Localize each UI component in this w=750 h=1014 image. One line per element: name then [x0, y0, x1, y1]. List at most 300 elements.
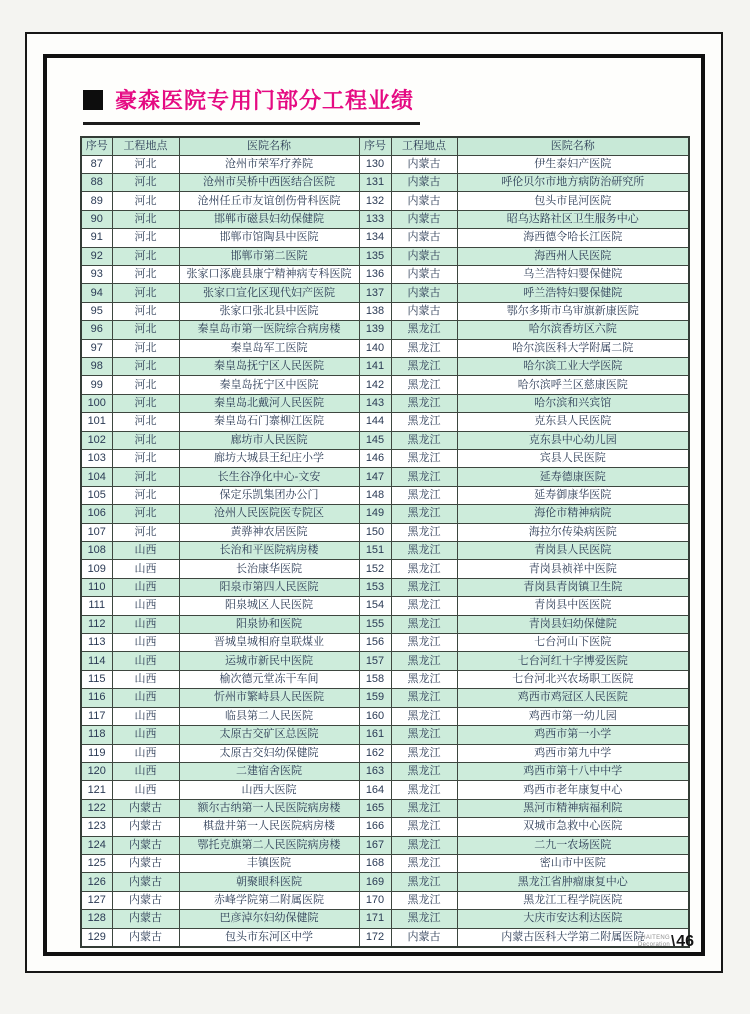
table-cell: 鸡西市第九中学	[457, 744, 689, 762]
table-cell: 山西	[112, 670, 179, 688]
table-cell: 黄骅神农居医院	[179, 523, 359, 541]
table-cell: 呼伦贝尔市地方病防治研究所	[457, 173, 689, 191]
table-cell: 忻州市繁峙县人民医院	[179, 689, 359, 707]
table-cell: 132	[359, 192, 391, 210]
header-location-right: 工程地点	[391, 137, 457, 155]
table-cell: 内蒙古	[391, 247, 457, 265]
table-cell: 秦皇岛北戴河人民医院	[179, 394, 359, 412]
table-cell: 内蒙古	[112, 873, 179, 891]
table-cell: 长治康华医院	[179, 560, 359, 578]
table-cell: 150	[359, 523, 391, 541]
table-cell: 黑龙江	[391, 707, 457, 725]
table-row	[81, 468, 689, 486]
table-cell: 136	[359, 265, 391, 283]
table-cell: 黑龙江	[391, 376, 457, 394]
table-cell: 内蒙古	[391, 302, 457, 320]
table-cell: 昭乌达路社区卫生服务中心	[457, 210, 689, 228]
table-cell: 内蒙古	[112, 891, 179, 909]
table-cell: 邯郸市磁县妇幼保健院	[179, 210, 359, 228]
table-cell: 黑龙江	[391, 854, 457, 872]
table-cell: 长治和平医院病房楼	[179, 542, 359, 560]
table-cell: 内蒙古	[112, 836, 179, 854]
table-cell: 青岗县人民医院	[457, 542, 689, 560]
table-cell: 黑河市精神病福利院	[457, 799, 689, 817]
table-row	[81, 689, 689, 707]
table-cell: 黑龙江	[391, 597, 457, 615]
table-cell: 榆次德元堂冻干车间	[179, 670, 359, 688]
table-cell: 鸡西市鸡冠区人民医院	[457, 689, 689, 707]
table-cell: 秦皇岛军工医院	[179, 339, 359, 357]
table-cell: 秦皇岛抚宁区人民医院	[179, 357, 359, 375]
table-cell: 呼兰浩特妇婴保健院	[457, 284, 689, 302]
table-cell: 黑龙江	[391, 891, 457, 909]
table-cell: 鸡西市第十八中中学	[457, 762, 689, 780]
table-cell: 90	[81, 210, 112, 228]
table-cell: 保定乐凯集团办公门	[179, 486, 359, 504]
footer	[638, 933, 694, 951]
table-cell: 171	[359, 910, 391, 928]
table-cell: 山西	[112, 707, 179, 725]
table-row	[81, 413, 689, 431]
table-cell: 七台河北兴农场职工医院	[457, 670, 689, 688]
table-cell: 黑龙江	[391, 652, 457, 670]
table-cell: 河北	[112, 265, 179, 283]
header-location-left: 工程地点	[112, 137, 179, 155]
table-cell: 鸡西市第一幼儿园	[457, 707, 689, 725]
table-cell: 沧州任丘市友谊创伤骨科医院	[179, 192, 359, 210]
table-row	[81, 431, 689, 449]
table-cell: 廊坊大城县王纪庄小学	[179, 450, 359, 468]
table-cell: 142	[359, 376, 391, 394]
table-cell: 太原古交矿区总医院	[179, 726, 359, 744]
table-row	[81, 357, 689, 375]
table-cell: 延寿德康医院	[457, 468, 689, 486]
header-hospital-left: 医院名称	[179, 137, 359, 155]
table-cell: 山西	[112, 542, 179, 560]
table-cell: 河北	[112, 247, 179, 265]
table-cell: 黑龙江	[391, 836, 457, 854]
table-cell: 131	[359, 173, 391, 191]
table-cell: 158	[359, 670, 391, 688]
table-cell: 黑龙江	[391, 799, 457, 817]
table-cell: 河北	[112, 413, 179, 431]
table-row	[81, 155, 689, 173]
table-cell: 山西	[112, 615, 179, 633]
table-cell: 114	[81, 652, 112, 670]
table-cell: 137	[359, 284, 391, 302]
table-cell: 141	[359, 357, 391, 375]
table-cell: 内蒙古	[391, 192, 457, 210]
table-cell: 黑龙江	[391, 321, 457, 339]
table-cell: 河北	[112, 486, 179, 504]
table-row	[81, 265, 689, 283]
table-cell: 129	[81, 928, 112, 947]
table-cell: 101	[81, 413, 112, 431]
table-cell: 128	[81, 910, 112, 928]
table-cell: 154	[359, 597, 391, 615]
table-cell: 黑龙江	[391, 486, 457, 504]
table-cell: 河北	[112, 523, 179, 541]
table-cell: 161	[359, 726, 391, 744]
table-row	[81, 615, 689, 633]
header-hospital-right: 医院名称	[457, 137, 689, 155]
table-cell: 95	[81, 302, 112, 320]
table-row	[81, 523, 689, 541]
table-cell: 155	[359, 615, 391, 633]
table-cell: 鄂托克旗第二人民医院病房楼	[179, 836, 359, 854]
table-cell: 153	[359, 578, 391, 596]
table-cell: 164	[359, 781, 391, 799]
table-cell: 93	[81, 265, 112, 283]
table-cell: 125	[81, 854, 112, 872]
table-cell: 七台河山下医院	[457, 634, 689, 652]
table-cell: 大庆市安达利达医院	[457, 910, 689, 928]
table-cell: 青岗县青岗镇卫生院	[457, 578, 689, 596]
table-cell: 沧州人民医院医专院区	[179, 505, 359, 523]
table-cell: 内蒙古	[391, 229, 457, 247]
table-cell: 148	[359, 486, 391, 504]
table-row	[81, 726, 689, 744]
table-cell: 147	[359, 468, 391, 486]
table-cell: 146	[359, 450, 391, 468]
table-cell: 双城市急救中心医院	[457, 818, 689, 836]
table-cell: 黑龙江	[391, 394, 457, 412]
table-cell: 海伦市精神病院	[457, 505, 689, 523]
table-cell: 河北	[112, 468, 179, 486]
project-performance-table	[80, 136, 690, 948]
table-cell: 116	[81, 689, 112, 707]
table-cell: 山西	[112, 744, 179, 762]
table-cell: 包头市昆河医院	[457, 192, 689, 210]
table-cell: 99	[81, 376, 112, 394]
table-row	[81, 394, 689, 412]
table-cell: 118	[81, 726, 112, 744]
table-cell: 青岗县中医医院	[457, 597, 689, 615]
table-cell: 157	[359, 652, 391, 670]
table-cell: 二九一农场医院	[457, 836, 689, 854]
table-cell: 内蒙古	[112, 910, 179, 928]
table-cell: 134	[359, 229, 391, 247]
table-row	[81, 836, 689, 854]
table-cell: 151	[359, 542, 391, 560]
table-cell: 鸡西市老年康复中心	[457, 781, 689, 799]
table-cell: 内蒙古医科大学第二附属医院	[457, 928, 689, 947]
table-cell: 延寿御康华医院	[457, 486, 689, 504]
table-cell: 黑龙江	[391, 339, 457, 357]
table-cell: 124	[81, 836, 112, 854]
table-cell: 内蒙古	[391, 928, 457, 947]
table-cell: 88	[81, 173, 112, 191]
table-cell: 山西	[112, 634, 179, 652]
table-cell: 邯郸市第二医院	[179, 247, 359, 265]
table-cell: 张家口涿鹿县康宁精神病专科医院	[179, 265, 359, 283]
table-row	[81, 670, 689, 688]
table-cell: 111	[81, 597, 112, 615]
table-cell: 106	[81, 505, 112, 523]
table-cell: 张家口宣化区现代妇产医院	[179, 284, 359, 302]
table-cell: 113	[81, 634, 112, 652]
inner-page-border	[43, 54, 705, 956]
table-cell: 朝聚眼科医院	[179, 873, 359, 891]
table-cell: 126	[81, 873, 112, 891]
table-cell: 102	[81, 431, 112, 449]
table-cell: 哈尔滨香坊区六院	[457, 321, 689, 339]
table-row	[81, 339, 689, 357]
table-cell: 108	[81, 542, 112, 560]
table-cell: 丰镇医院	[179, 854, 359, 872]
table-cell: 166	[359, 818, 391, 836]
table-cell: 143	[359, 394, 391, 412]
table-cell: 黑龙江	[391, 910, 457, 928]
table-cell: 海拉尔传染病医院	[457, 523, 689, 541]
table-cell: 89	[81, 192, 112, 210]
table-cell: 内蒙古	[391, 210, 457, 228]
table-cell: 黑龙江	[391, 450, 457, 468]
table-row	[81, 578, 689, 596]
table-cell: 阳泉市第四人民医院	[179, 578, 359, 596]
table-cell: 棋盘井第一人民医院病房楼	[179, 818, 359, 836]
table-cell: 内蒙古	[112, 818, 179, 836]
table-cell: 山西	[112, 762, 179, 780]
table-cell: 黑龙江	[391, 726, 457, 744]
table-row	[81, 634, 689, 652]
table-cell: 山西大医院	[179, 781, 359, 799]
table-cell: 海西德令哈长江医院	[457, 229, 689, 247]
table-row	[81, 321, 689, 339]
table-cell: 巴彦淖尔妇幼保健院	[179, 910, 359, 928]
table-row	[81, 781, 689, 799]
table-row	[81, 450, 689, 468]
table-cell: 135	[359, 247, 391, 265]
table-cell: 临县第二人民医院	[179, 707, 359, 725]
table-row	[81, 192, 689, 210]
table-cell: 秦皇岛市第一医院综合病房楼	[179, 321, 359, 339]
table-cell: 沧州市吴桥中西医结合医院	[179, 173, 359, 191]
table-cell: 104	[81, 468, 112, 486]
table-cell: 黑龙江省肿瘤康复中心	[457, 873, 689, 891]
table-row	[81, 799, 689, 817]
table-cell: 海西州人民医院	[457, 247, 689, 265]
table-cell: 94	[81, 284, 112, 302]
table-row	[81, 818, 689, 836]
table-cell: 黑龙江	[391, 615, 457, 633]
table-cell: 内蒙古	[112, 854, 179, 872]
table-cell: 115	[81, 670, 112, 688]
table-cell: 河北	[112, 302, 179, 320]
table-cell: 山西	[112, 689, 179, 707]
table-cell: 144	[359, 413, 391, 431]
table-cell: 黑龙江	[391, 744, 457, 762]
table-cell: 96	[81, 321, 112, 339]
table-cell: 赤峰学院第二附属医院	[179, 891, 359, 909]
table-cell: 105	[81, 486, 112, 504]
table-cell: 内蒙古	[391, 173, 457, 191]
table-cell: 黑龙江	[391, 468, 457, 486]
table-cell: 河北	[112, 431, 179, 449]
section-title-row	[83, 84, 420, 125]
table-cell: 91	[81, 229, 112, 247]
table-cell: 黑龙江	[391, 634, 457, 652]
table-cell: 152	[359, 560, 391, 578]
table-cell: 黑龙江	[391, 670, 457, 688]
table-row	[81, 707, 689, 725]
table-cell: 山西	[112, 726, 179, 744]
footer-brand-line2: Decoration	[638, 942, 671, 948]
table-cell: 黑龙江	[391, 578, 457, 596]
outer-page-border	[25, 32, 723, 973]
table-cell: 145	[359, 431, 391, 449]
table-cell: 黑龙江	[391, 762, 457, 780]
table-cell: 密山市中医院	[457, 854, 689, 872]
table-cell: 沧州市荣军疗养院	[179, 155, 359, 173]
table-cell: 伊生泰妇产医院	[457, 155, 689, 173]
table-row	[81, 928, 689, 947]
table-cell: 青岗县祯祥中医院	[457, 560, 689, 578]
table-row	[81, 910, 689, 928]
footer-brand-line1: HAITENG	[641, 935, 671, 942]
table-cell: 168	[359, 854, 391, 872]
table-cell: 127	[81, 891, 112, 909]
table-cell: 120	[81, 762, 112, 780]
table-cell: 秦皇岛抚宁区中医院	[179, 376, 359, 394]
table-cell: 哈尔滨医科大学附属二院	[457, 339, 689, 357]
table-cell: 河北	[112, 229, 179, 247]
table-cell: 139	[359, 321, 391, 339]
table-cell: 162	[359, 744, 391, 762]
table-cell: 87	[81, 155, 112, 173]
table-cell: 黑龙江	[391, 413, 457, 431]
table-cell: 河北	[112, 505, 179, 523]
header-serial-right: 序号	[359, 137, 391, 155]
table-cell: 172	[359, 928, 391, 947]
table-cell: 河北	[112, 376, 179, 394]
table-cell: 秦皇岛石门寨柳江医院	[179, 413, 359, 431]
table-cell: 156	[359, 634, 391, 652]
table-cell: 138	[359, 302, 391, 320]
table-cell: 149	[359, 505, 391, 523]
table-cell: 109	[81, 560, 112, 578]
table-row	[81, 891, 689, 909]
table-cell: 鄂尔多斯市乌审旗新康医院	[457, 302, 689, 320]
table-cell: 七台河红十字博爱医院	[457, 652, 689, 670]
table-cell: 山西	[112, 597, 179, 615]
table-header-row	[81, 137, 689, 155]
table-row	[81, 486, 689, 504]
table-cell: 河北	[112, 321, 179, 339]
table-cell: 山西	[112, 652, 179, 670]
table-cell: 159	[359, 689, 391, 707]
page-title: 豪森医院专用门部分工程业绩	[115, 88, 415, 113]
table-row	[81, 210, 689, 228]
footer-slash-mark: \	[671, 932, 676, 950]
table-cell: 山西	[112, 560, 179, 578]
table-cell: 河北	[112, 450, 179, 468]
table-row	[81, 247, 689, 265]
table-cell: 山西	[112, 781, 179, 799]
table-row	[81, 376, 689, 394]
table-cell: 河北	[112, 284, 179, 302]
table-cell: 河北	[112, 210, 179, 228]
table-cell: 河北	[112, 357, 179, 375]
table-cell: 100	[81, 394, 112, 412]
table-cell: 122	[81, 799, 112, 817]
table-row	[81, 873, 689, 891]
table-cell: 山西	[112, 578, 179, 596]
table-cell: 鸡西市第一小学	[457, 726, 689, 744]
table-row	[81, 854, 689, 872]
table-cell: 98	[81, 357, 112, 375]
table-cell: 河北	[112, 173, 179, 191]
table-cell: 内蒙古	[112, 799, 179, 817]
table-cell: 河北	[112, 155, 179, 173]
table-cell: 黑龙江	[391, 818, 457, 836]
page-number: 46	[676, 933, 694, 950]
table-cell: 黑龙江	[391, 781, 457, 799]
table-cell: 青岗县妇幼保健院	[457, 615, 689, 633]
table-cell: 黑龙江工程学院医院	[457, 891, 689, 909]
table-cell: 二建宿舍医院	[179, 762, 359, 780]
table-cell: 阳泉城区人民医院	[179, 597, 359, 615]
table-cell: 167	[359, 836, 391, 854]
table-cell: 包头市东河区中学	[179, 928, 359, 947]
table-cell: 140	[359, 339, 391, 357]
table-cell: 额尔古纳第一人民医院病房楼	[179, 799, 359, 817]
table-cell: 169	[359, 873, 391, 891]
table-cell: 黑龙江	[391, 357, 457, 375]
table-cell: 张家口张北县中医院	[179, 302, 359, 320]
table-cell: 133	[359, 210, 391, 228]
table-cell: 河北	[112, 339, 179, 357]
table-cell: 119	[81, 744, 112, 762]
table-cell: 内蒙古	[391, 265, 457, 283]
table-cell: 92	[81, 247, 112, 265]
table-cell: 117	[81, 707, 112, 725]
table-row	[81, 744, 689, 762]
table-cell: 黑龙江	[391, 523, 457, 541]
table-cell: 邯郸市馆陶县中医院	[179, 229, 359, 247]
table-cell: 内蒙古	[112, 928, 179, 947]
table-cell: 河北	[112, 192, 179, 210]
footer-brand	[638, 935, 670, 948]
table-cell: 太原古交妇幼保健院	[179, 744, 359, 762]
table-cell: 晋城皇城相府皇联煤业	[179, 634, 359, 652]
table-cell: 165	[359, 799, 391, 817]
table-cell: 121	[81, 781, 112, 799]
table-row	[81, 505, 689, 523]
table-row	[81, 284, 689, 302]
table-cell: 廊坊市人民医院	[179, 431, 359, 449]
table-cell: 克东县人民医院	[457, 413, 689, 431]
table-row	[81, 302, 689, 320]
table-row	[81, 560, 689, 578]
header-serial-left: 序号	[81, 137, 112, 155]
table-row	[81, 173, 689, 191]
table-cell: 宾县人民医院	[457, 450, 689, 468]
table-cell: 阳泉协和医院	[179, 615, 359, 633]
table-cell: 哈尔滨工业大学医院	[457, 357, 689, 375]
table-cell: 163	[359, 762, 391, 780]
table-cell: 170	[359, 891, 391, 909]
table-cell: 内蒙古	[391, 284, 457, 302]
table-cell: 130	[359, 155, 391, 173]
table-cell: 黑龙江	[391, 689, 457, 707]
table-cell: 黑龙江	[391, 431, 457, 449]
table-cell: 97	[81, 339, 112, 357]
table-cell: 内蒙古	[391, 155, 457, 173]
table-row	[81, 597, 689, 615]
table-cell: 103	[81, 450, 112, 468]
table-cell: 乌兰浩特妇婴保健院	[457, 265, 689, 283]
